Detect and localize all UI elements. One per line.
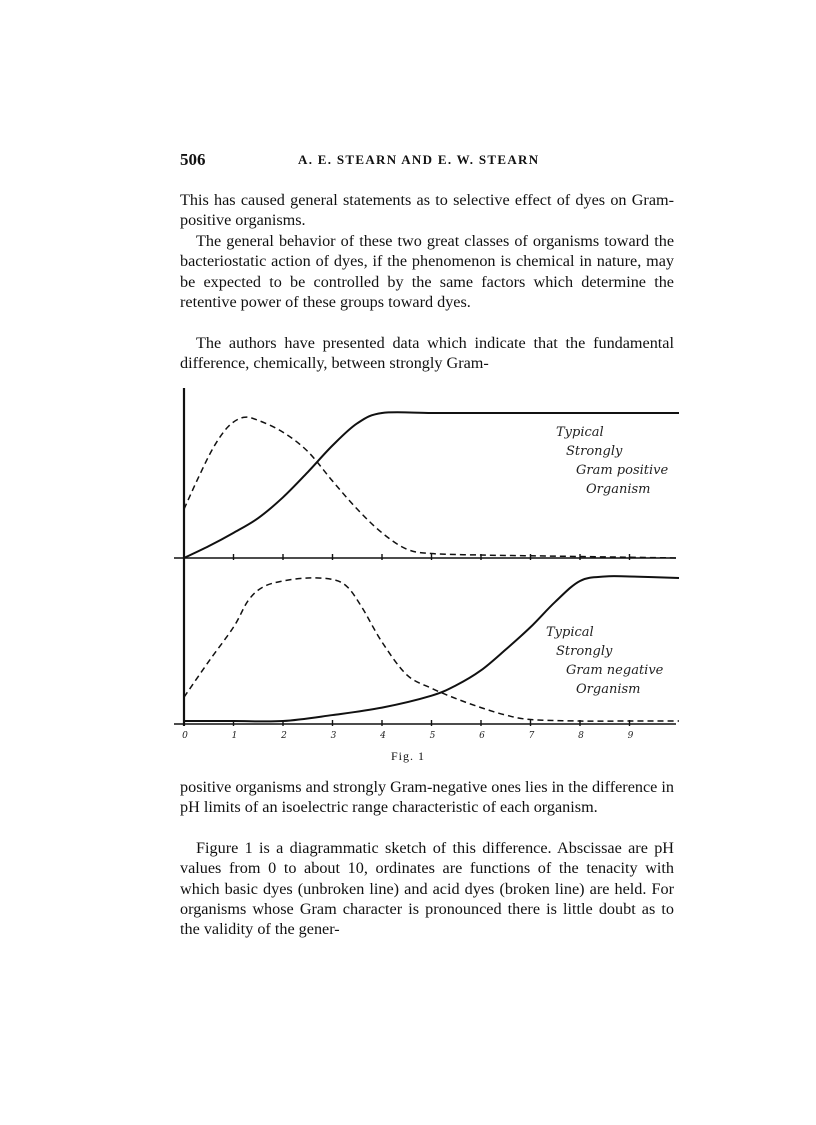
paragraph-4: positive organisms and strongly Gram-negative ones lies in the difference in pH limits of an isoelectric range characteristic of each organism. xyxy=(180,778,674,817)
bottom-panel-label-line: Typical xyxy=(546,625,594,640)
figure-caption: Fig. 1 xyxy=(390,749,425,763)
paragraph-1: This has caused general statements as to selective effect of dyes on Gram-positive organisms. xyxy=(180,191,674,230)
paragraph-2: The general behavior of these two great classes of organisms toward the bacteriostatic action of dyes, if the phenomenon is chemical in nature, may be expected to be controlled by the same factors which determine the retentive power of these groups toward dyes. xyxy=(180,232,674,311)
bottom-panel-label-line: Gram negative xyxy=(566,663,664,678)
x-tick-label: 1 xyxy=(231,731,238,741)
bottom-panel-gram-negative xyxy=(174,560,679,741)
paragraph-5: Figure 1 is a diagrammatic sketch of this difference. Abscissae are pH values from 0 to about 10, ordinates are functions of the tenacity with which basic dyes (unbroken line) and acid dyes (broken line) are held. For organisms whose Gram character is pronounced there is little doubt as to the validity of the gener- xyxy=(180,839,674,939)
x-tick-label: 2 xyxy=(281,731,287,741)
x-tick-label: 9 xyxy=(627,731,634,741)
top-panel-gram-positive xyxy=(174,388,679,560)
x-tick-label: 5 xyxy=(429,731,436,741)
x-tick-label: 7 xyxy=(528,731,535,741)
page-number: 506 xyxy=(180,150,206,169)
bottom-panel-label-line: Organism xyxy=(576,682,641,697)
top-panel-label-line: Organism xyxy=(586,482,651,497)
bottom-panel-label-line: Strongly xyxy=(556,644,613,659)
x-tick-label: 4 xyxy=(380,731,386,741)
top-panel-label-line: Gram positive xyxy=(576,463,669,478)
paragraph-3: The authors have presented data which indicate that the fundamental difference, chemically, between strongly Gram- xyxy=(180,334,674,373)
x-tick-label: 0 xyxy=(182,731,188,741)
top-panel-label-line: Typical xyxy=(556,425,604,440)
x-tick-label: 8 xyxy=(578,731,584,741)
x-tick-label: 6 xyxy=(479,731,485,741)
running-head: A. E. STEARN AND E. W. STEARN xyxy=(298,152,540,167)
x-tick-label: 3 xyxy=(330,731,337,741)
top-panel-label-line: Strongly xyxy=(566,444,623,459)
